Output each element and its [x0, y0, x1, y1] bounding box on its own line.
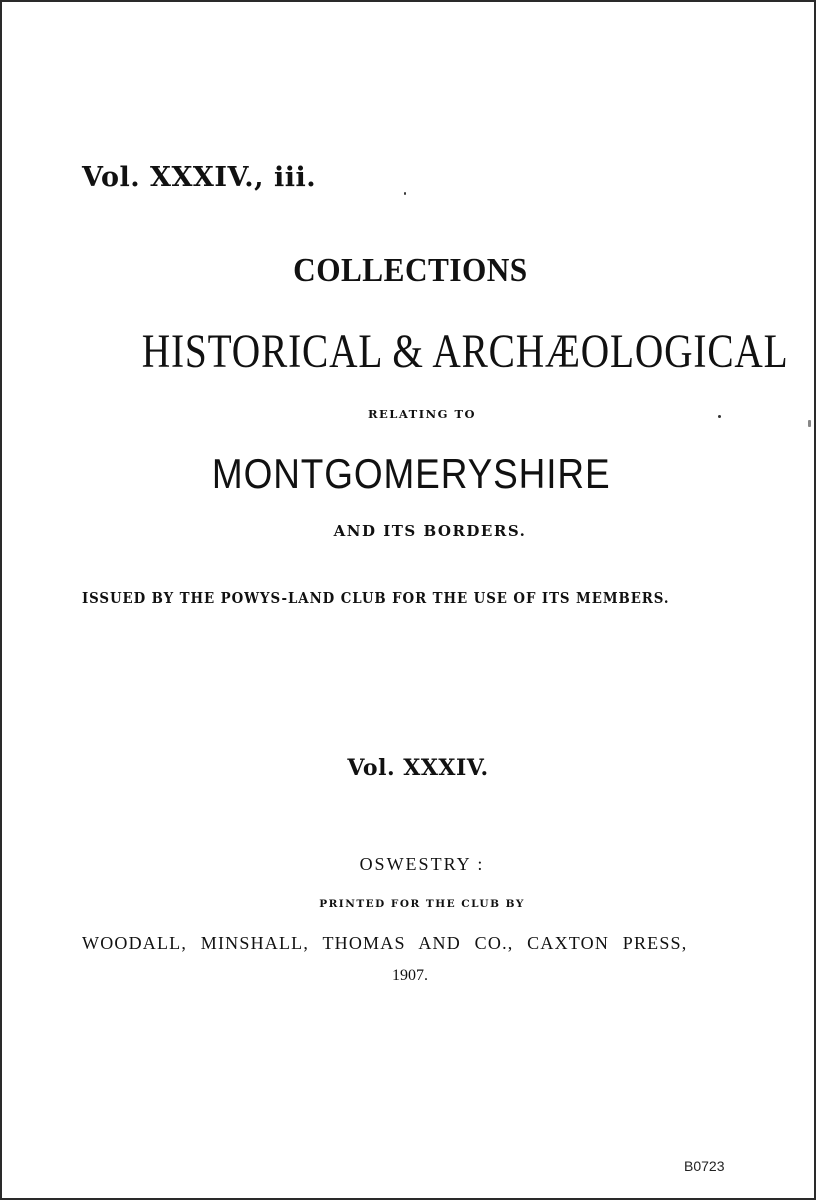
print-speck	[718, 415, 721, 418]
county-title: MONTGOMERYSHIRE	[211, 450, 611, 497]
title-collections: COLLECTIONS	[293, 252, 528, 289]
print-speck	[404, 192, 406, 195]
relating-to: RELATING TO	[367, 407, 477, 421]
print-speck	[808, 420, 811, 427]
volume-number: Vol. XXXIV.	[347, 755, 489, 781]
catalog-code: B0723	[684, 1158, 725, 1174]
printer-name: WOODALL, MINSHALL, THOMAS AND CO., CAXTON PRESS,	[82, 933, 688, 953]
printed-for-line: PRINTED FOR THE CLUB BY	[319, 898, 525, 910]
imprint-place: OSWESTRY :	[359, 854, 485, 874]
volume-header: Vol. XXXIV., iii.	[82, 162, 317, 193]
issued-by-line: ISSUED BY THE POWYS-LAND CLUB FOR THE USE OF ITS MEMBERS.	[82, 590, 670, 607]
borders-subtitle: AND ITS BORDERS.	[333, 522, 527, 540]
imprint-year: 1907.	[392, 967, 428, 984]
title-historical-archaeological: HISTORICAL & ARCHÆOLOGICAL	[141, 325, 789, 378]
